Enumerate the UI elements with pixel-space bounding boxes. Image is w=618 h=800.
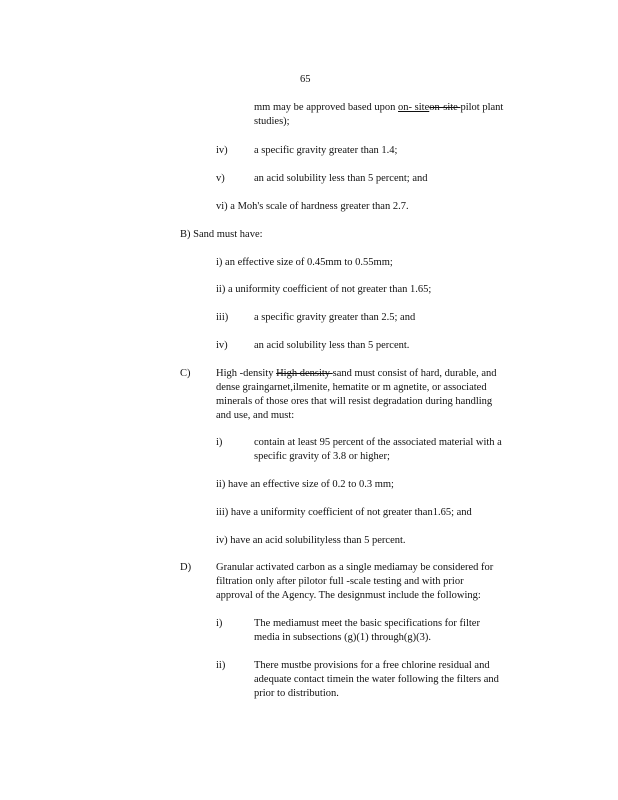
section-c-item-i-label: i) [216,437,223,448]
item-vi: vi) a Moh's scale of hardness greater than 2.7. [216,201,409,212]
section-d-line-3: approval of the Agency. The designmust include the following: [216,590,481,601]
item-iv-label: iv) [216,145,228,156]
section-d-item-ii-line-1: There mustbe provisions for a free chlorine residual and [254,660,490,671]
section-c-line-3: minerals of those ores that will resist degradation during handling [216,396,493,407]
section-d-line-2: filtration only after pilotor full -scale testing and with prior [216,576,464,587]
section-d-item-ii-line-2: adequate contact timein the water following the filters and [254,674,499,685]
section-c-item-i-line-1: contain at least 95 percent of the associated material with a [254,437,502,448]
deleted-text: on-site [429,102,461,113]
top-text-line-1 [254,100,503,115]
item-v-text: an acid solubility less than 5 percent; and [254,173,428,184]
section-d-item-ii-label: ii) [216,660,226,671]
section-d-item-i-line-2: media in subsections (g)(1) through(g)(3). [254,632,431,643]
section-b-heading: B) Sand must have: [180,229,263,240]
section-d-item-i-label: i) [216,618,223,629]
section-c-line-2: dense graingarnet,ilmenite, hematite or m agnetite, or associated [216,382,487,393]
top-line-1-end: pilot plant [460,102,504,113]
section-c-line-4: and use, and must: [216,410,295,421]
section-b-item-iii-label: iii) [216,312,229,323]
section-d-item-i-line-1: The mediamust meet the basic specifications for filter [254,618,480,629]
section-c-label: C) [180,368,191,379]
item-iv-text: a specific gravity greater than 1.4; [254,145,398,156]
section-c-line-1-end: sand must consist of hard, durable, and [332,368,497,379]
section-c-line-1 [216,366,497,381]
section-d-label: D) [180,562,192,573]
page-number: 65 [300,74,311,85]
section-c-item-iv: iv) have an acid solubilityless than 5 percent. [216,535,406,546]
inserted-text: on- site [398,102,430,113]
section-c-line-1-start: High -density [216,368,277,379]
section-c-item-ii: ii) have an effective size of 0.2 to 0.3 mm; [216,479,394,490]
section-b-item-ii: ii) a uniformity coefficient of not greater than 1.65; [216,284,432,295]
section-b-item-i: i) an effective size of 0.45mm to 0.55mm; [216,257,393,268]
section-c-item-iii: iii) have a uniformity coefficient of not greater than1.65; and [216,507,472,518]
top-line-1-start: mm may be approved based upon [254,102,399,113]
item-v-label: v) [216,173,225,184]
section-b-item-iv-text: an acid solubility less than 5 percent. [254,340,410,351]
section-c-item-i-line-2: specific gravity of 3.8 or higher; [254,451,390,462]
section-b-item-iv-label: iv) [216,340,228,351]
section-b-item-iii-text: a specific gravity greater than 2.5; and [254,312,416,323]
section-d-item-ii-line-3: prior to distribution. [254,688,339,699]
top-text-line-2: studies); [254,116,290,127]
section-c-deleted-text: High density [276,368,333,379]
section-d-line-1: Granular activated carbon as a single mediamay be considered for [216,562,494,573]
